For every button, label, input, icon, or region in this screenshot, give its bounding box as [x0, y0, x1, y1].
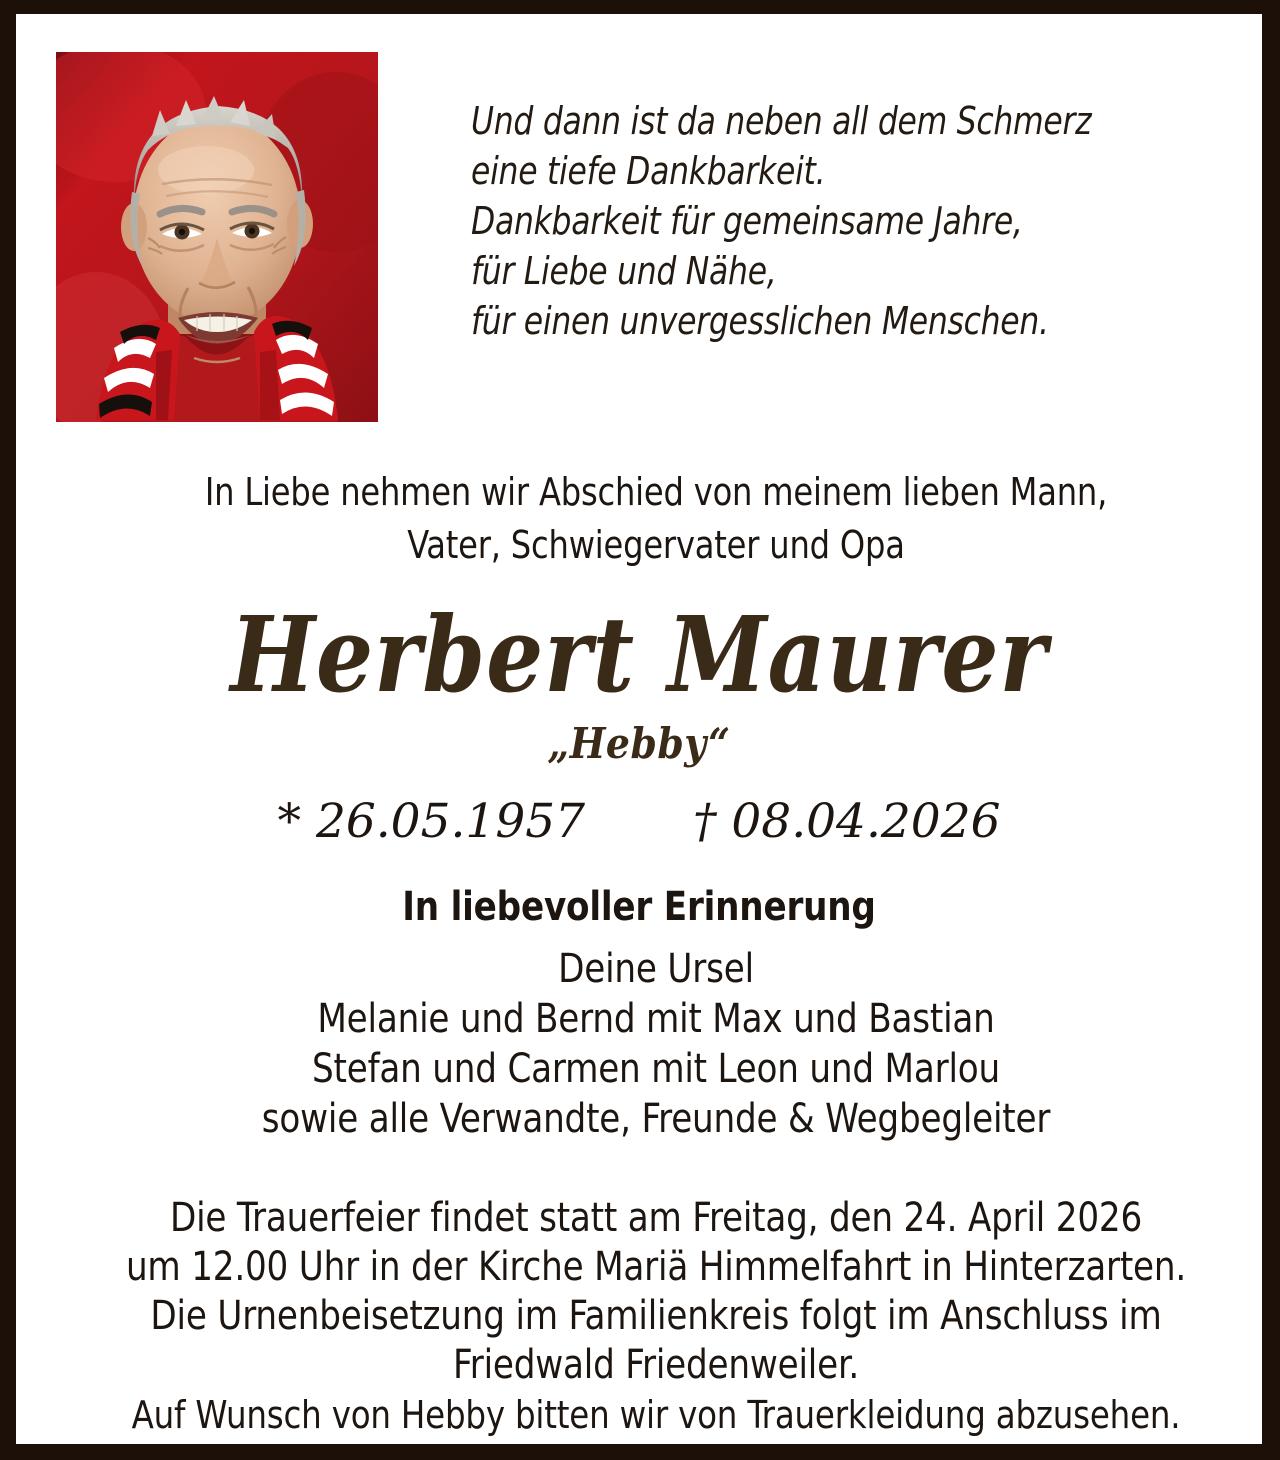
deceased-name: Herbert Maurer — [230, 593, 1048, 716]
funeral-line: Die Trauerfeier findet statt am Freitag, den 24. April 2026 — [169, 1195, 1143, 1241]
poem-line: Dankbarkeit für gemeinsame Jahre, — [471, 199, 1023, 243]
birth-symbol: * — [277, 794, 301, 849]
portrait-illustration — [56, 52, 378, 422]
mourner-line: sowie alle Verwandte, Freunde & Wegbegleiter — [261, 1096, 1051, 1142]
memory-heading — [16, 882, 1262, 932]
poem-line: eine tiefe Dankbarkeit. — [471, 149, 826, 193]
mourners-list — [76, 944, 1236, 1144]
dresscode-note — [46, 1392, 1266, 1438]
portrait-photo — [56, 52, 378, 422]
notice-inner — [16, 14, 1262, 1444]
funeral-details — [46, 1194, 1266, 1390]
mourner-line: Deine Ursel — [558, 946, 754, 992]
deceased-nickname: „Hebby“ — [547, 719, 731, 768]
mourner-line: Stefan und Carmen mit Leon und Marlou — [311, 1046, 1000, 1092]
mourner-line: Melanie und Bernd mit Max und Bastian — [317, 996, 995, 1042]
funeral-line: Friedwald Friedenweiler. — [452, 1342, 859, 1388]
funeral-line: Die Urnenbeisetzung im Familienkreis folgt im Anschluss im — [150, 1293, 1162, 1339]
farewell-intro — [76, 466, 1236, 572]
poem-block — [471, 96, 1133, 346]
poem-line: Und dann ist da neben all dem Schmerz — [471, 99, 1092, 143]
poem-line: für Liebe und Nähe, — [471, 249, 777, 293]
intro-line: In Liebe nehmen wir Abschied von meinem lieben Mann, — [204, 470, 1108, 514]
life-dates — [16, 794, 1262, 850]
death-symbol: † — [692, 794, 717, 849]
funeral-line: um 12.00 Uhr in der Kirche Mariä Himmelfahrt in Hinterzarten. — [125, 1244, 1187, 1290]
poem-line: für einen unvergesslichen Menschen. — [471, 299, 1049, 343]
birth-date: 26.05.1957 — [315, 794, 586, 849]
memory-heading-text: In liebevoller Erinnerung — [402, 884, 876, 930]
dresscode-text: Auf Wunsch von Hebby bitten wir von Trauerkleidung abzusehen. — [131, 1393, 1181, 1437]
death-date: 08.04.2026 — [731, 794, 1001, 849]
intro-line: Vater, Schwiegervater und Opa — [407, 523, 905, 567]
